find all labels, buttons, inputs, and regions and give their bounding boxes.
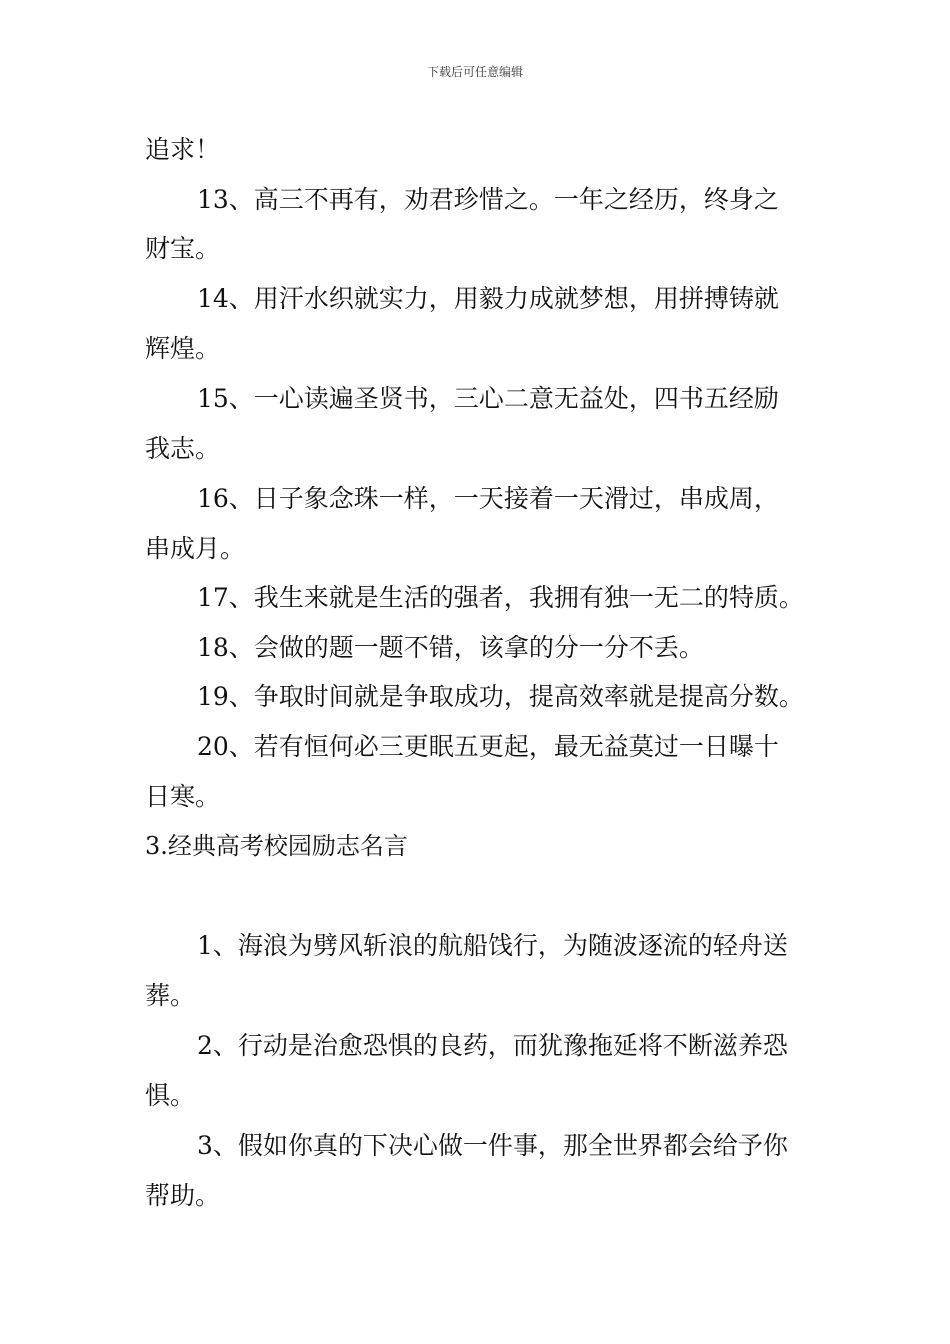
- quote-1-line-1: 1、海浪为劈风斩浪的航船饯行，为随波逐流的轻舟送: [197, 931, 788, 960]
- quote-13-line-2: 财宝。: [145, 234, 221, 263]
- quote-14-line-2: 辉煌。: [145, 334, 221, 363]
- quote-20-line-1: 20、若有恒何必三更眠五更起，最无益莫过一日曝十: [197, 732, 779, 761]
- quote-17: 17、我生来就是生活的强者，我拥有独一无二的特质。: [197, 583, 804, 612]
- quote-3-line-1: 3、假如你真的下决心做一件事，那全世界都会给予你: [197, 1131, 788, 1160]
- quote-2-line-2: 惧。: [145, 1081, 196, 1110]
- page-header-note: 下载后可任意编辑: [426, 65, 523, 79]
- quote-3-line-2: 帮助。: [145, 1181, 221, 1210]
- quote-13-line-1: 13、高三不再有，劝君珍惜之。一年之经历，终身之: [197, 185, 779, 214]
- quote-1-line-2: 葬。: [145, 981, 196, 1010]
- quote-16-line-2: 串成月。: [145, 534, 246, 563]
- quote-16-line-1: 16、日子象念珠一样，一天接着一天滑过，串成周，: [197, 484, 779, 513]
- quote-2-line-1: 2、行动是治愈恐惧的良药，而犹豫拖延将不断滋养恐: [197, 1031, 788, 1060]
- section-heading: 3.经典高考校园励志名言: [145, 832, 408, 860]
- quote-18: 18、会做的题一题不错，该拿的分一分不丢。: [197, 633, 704, 662]
- quote-15-line-1: 15、一心读遍圣贤书，三心二意无益处，四书五经励: [197, 384, 779, 413]
- quote-19: 19、争取时间就是争取成功，提高效率就是提高分数。: [197, 682, 804, 711]
- quote-14-line-1: 14、用汗水织就实力，用毅力成就梦想，用拼搏铸就: [197, 284, 779, 313]
- quote-15-line-2: 我志。: [145, 434, 221, 463]
- text-line: 追求！: [145, 135, 221, 164]
- quote-20-line-2: 日寒。: [145, 782, 221, 811]
